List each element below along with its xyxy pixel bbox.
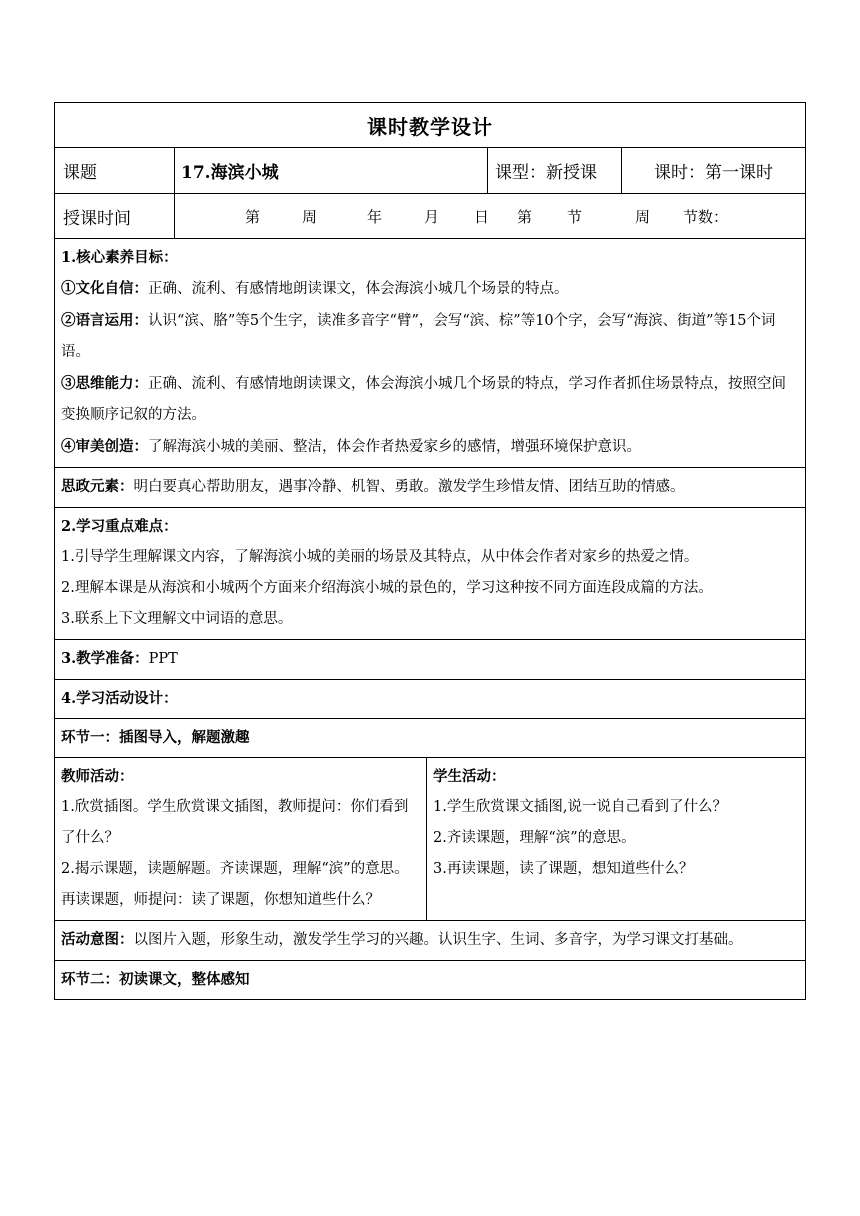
intent-label: 活动意图： xyxy=(61,931,134,948)
time-field: 年 xyxy=(367,207,383,226)
stage1-title-row xyxy=(54,719,806,758)
goal-text: 正确、流利、有感情地朗读课文，体会海滨小城几个场景的特点，学习作者抓住场景特点，按照空间变换顺序记叙的方法。 xyxy=(61,376,786,423)
intent-text: 以图片入题，形象生动，激发学生学习的兴趣。认识生字、生词、多音字，为学习课文打基础。 xyxy=(133,932,743,948)
student-item: 3.再读课题，读了课题，想知道些什么？ xyxy=(433,861,694,877)
time-field: 周 xyxy=(302,207,318,226)
header-row xyxy=(54,148,806,194)
lesson-period: 课时：第一课时 xyxy=(654,163,773,183)
goal-label: ③思维能力： xyxy=(61,375,148,392)
core-goals xyxy=(54,239,806,468)
activity-design-row xyxy=(54,680,806,719)
teacher-activities xyxy=(55,758,427,920)
goal-item xyxy=(61,273,799,305)
teacher-heading: 教师活动： xyxy=(61,768,134,785)
stage2-title: 环节二：初读课文，整体感知 xyxy=(61,971,250,988)
time-row xyxy=(54,194,806,239)
stage2-title-row xyxy=(54,961,806,1000)
stage1-activities xyxy=(54,758,806,921)
time-field: 节数： xyxy=(683,207,729,226)
goal-item xyxy=(61,431,799,463)
key-point-item: 2.理解本课是从海滨和小城两个方面来介绍海滨小城的景色的，学习这种按不同方面连段成篇的方法。 xyxy=(61,580,713,596)
goal-text: 认识“滨、胳”等5个生字，读准多音字“臂”，会写“滨、棕”等10个字，会写“海滨、街道”等15个词语。 xyxy=(61,313,776,360)
time-field: 日 xyxy=(474,207,490,226)
goal-item xyxy=(61,368,799,431)
teacher-item: 2.揭示课题，读题解题。齐读课题，理解“滨”的意思。再读课题，师提问：读了课题，你想知道些什么？ xyxy=(61,861,409,908)
topic-label: 课题 xyxy=(55,148,175,193)
time-label: 授课时间 xyxy=(55,194,175,238)
goal-label: ④审美创造： xyxy=(61,438,148,455)
prep-row xyxy=(54,640,806,680)
time-field: 节 xyxy=(567,207,583,226)
time-field: 周 xyxy=(635,207,651,226)
goal-text: 正确、流利、有感情地朗读课文，体会海滨小城几个场景的特点。 xyxy=(148,281,569,297)
stage1-title: 环节一：插图导入，解题激趣 xyxy=(61,729,250,746)
time-fields xyxy=(175,194,805,238)
student-item: 2.齐读课题，理解“滨”的意思。 xyxy=(433,830,636,846)
key-points-heading: 2.学习重点难点： xyxy=(61,518,178,535)
time-field: 第 xyxy=(517,207,533,226)
key-point-item: 3.联系上下文理解文中词语的意思。 xyxy=(61,611,293,627)
table-title: 课时教学设计 xyxy=(54,102,806,148)
prep-label: 3.教学准备： xyxy=(61,650,149,667)
teacher-item: 1.欣赏插图。学生欣赏课文插图，教师提问：你们看到了什么？ xyxy=(61,799,409,846)
lesson-type: 课型：新授课 xyxy=(488,148,622,193)
key-points xyxy=(54,508,806,640)
goal-label: ②语言运用： xyxy=(61,312,148,329)
time-field: 第 xyxy=(245,207,261,226)
ideology-row xyxy=(54,468,806,508)
goal-item xyxy=(61,305,799,368)
student-item: 1.学生欣赏课文插图,说一说自己看到了什么？ xyxy=(433,799,727,815)
time-field: 月 xyxy=(424,207,440,226)
prep-text: PPT xyxy=(148,651,178,667)
ideology-text: 明白要真心帮助朋友，遇事冷静、机智、勇敢。激发学生珍惜友情、团结互助的情感。 xyxy=(133,479,685,495)
topic-value: 17.海滨小城 xyxy=(175,148,488,193)
goal-label: ①文化自信： xyxy=(61,280,148,297)
student-heading: 学生活动： xyxy=(433,768,506,785)
key-point-item: 1.引导学生理解课文内容，了解海滨小城的美丽的场景及其特点，从中体会作者对家乡的热爱之情。 xyxy=(61,549,699,565)
intent-row xyxy=(54,921,806,961)
activity-design-heading: 4.学习活动设计： xyxy=(61,690,178,707)
goal-text: 了解海滨小城的美丽、整洁，体会作者热爱家乡的感情，增强环境保护意识。 xyxy=(148,439,641,455)
goals-heading: 1.核心素养目标： xyxy=(61,249,178,266)
ideology-label: 思政元素： xyxy=(61,478,134,495)
student-activities xyxy=(427,758,805,920)
lesson-plan-table xyxy=(54,102,806,1000)
